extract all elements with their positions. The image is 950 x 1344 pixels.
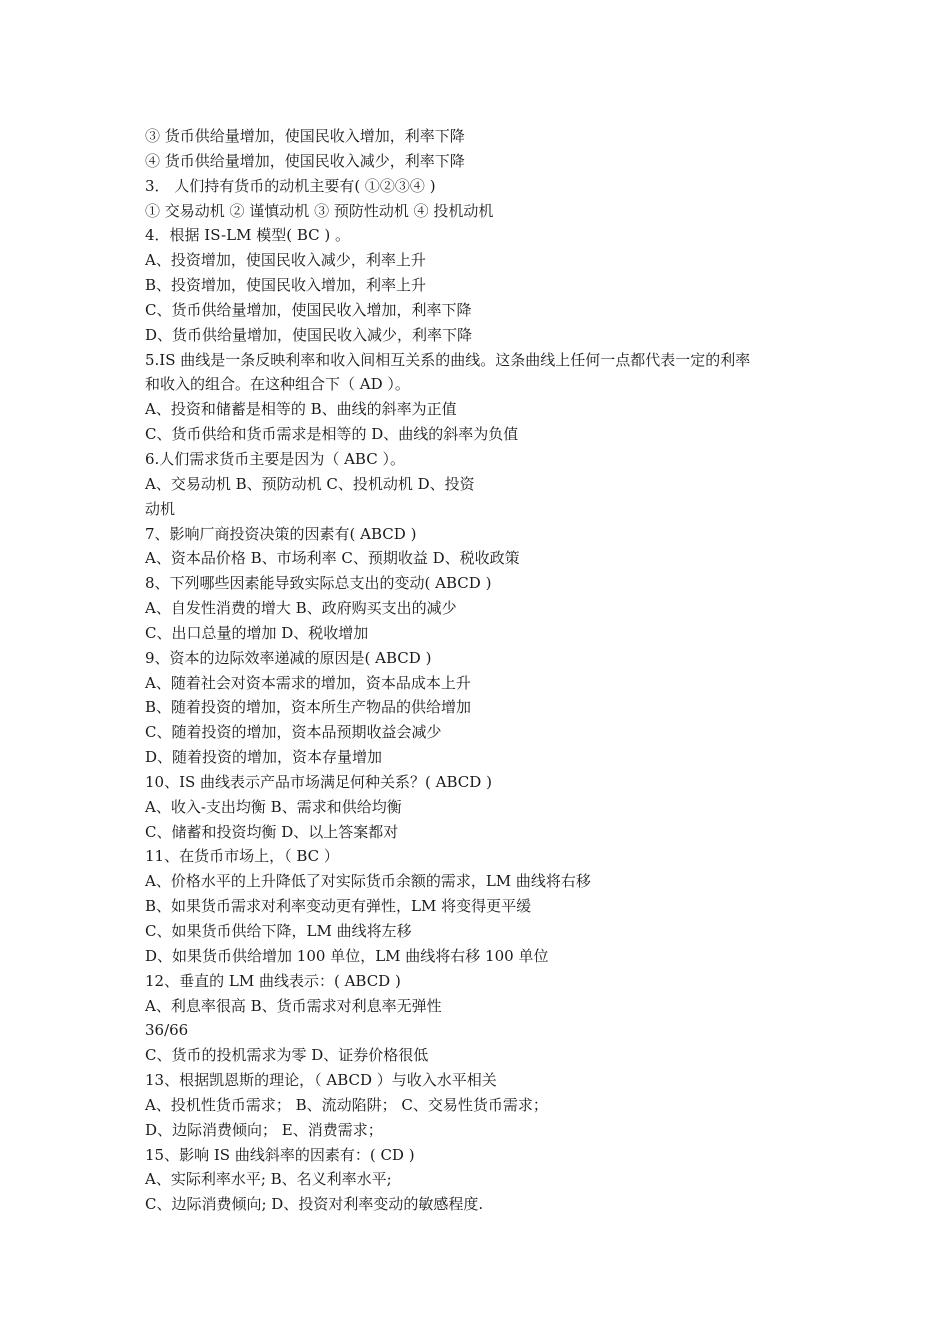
- option-line: C、货币的投机需求为零 D、证券价格很低: [145, 1046, 429, 1065]
- option-line: A、收入-支出均衡 B、需求和供给均衡: [145, 797, 402, 816]
- question-6-heading: 6.人们需求货币主要是因为（ ABC ）。: [145, 449, 405, 468]
- option-line: A、投资和储蓄是相等的 B、曲线的斜率为正值: [145, 400, 457, 419]
- option-line: C、如果货币供给下降，LM 曲线将左移: [145, 922, 412, 940]
- option-line: C、储蓄和投资均衡 D、以上答案都对: [145, 822, 399, 841]
- option-line: C、货币供给量增加，使国民收入增加，利率下降: [145, 300, 472, 319]
- question-15-heading: 15、影响 IS 曲线斜率的因素有：( CD ): [145, 1145, 415, 1164]
- question-5-heading: 5.IS 曲线是一条反映利率和收入间相互关系的曲线。这条曲线上任何一点都代表一定的利率: [145, 350, 751, 369]
- question-4-heading: 4．根据 IS-LM 模型( BC ) 。: [145, 226, 351, 245]
- question-5-heading-cont: 和收入的组合。在这种组合下（ AD ）。: [145, 375, 410, 394]
- option-line: C、货币供给和货币需求是相等的 D、曲线的斜率为负值: [145, 425, 519, 444]
- option-line: C、边际消费倾向; D、投资对利率变动的敏感程度.: [145, 1195, 484, 1214]
- option-line: D、货币供给量增加，使国民收入减少，利率下降: [145, 325, 473, 344]
- text-line: ③ 货币供给量增加，使国民收入增加，利率下降: [145, 127, 465, 145]
- option-line: B、随着投资的增加，资本所生产物品的供给增加: [145, 698, 472, 717]
- option-line: A、投机性货币需求； B、流动陷阱； C、交易性货币需求；: [145, 1095, 548, 1114]
- option-line: A、实际利率水平; B、名义利率水平;: [145, 1170, 392, 1189]
- option-line: B、投资增加，使国民收入增加，利率上升: [145, 276, 427, 295]
- question-13-heading: 13、根据凯恩斯的理论，（ ABCD ）与收入水平相关: [145, 1071, 497, 1090]
- question-9-heading: 9、资本的边际效率递减的原因是( ABCD ): [145, 648, 432, 667]
- option-line: A、自发性消费的增大 B、政府购买支出的减少: [145, 599, 457, 618]
- option-line: B、如果货币需求对利率变动更有弹性，LM 将变得更平缓: [145, 897, 532, 916]
- option-line: A、交易动机 B、预防动机 C、投机动机 D、投资: [145, 474, 475, 493]
- option-line: A、投资增加，使国民收入减少，利率上升: [145, 251, 426, 270]
- option-line-cont: 动机: [145, 499, 176, 518]
- option-line: D、边际消费倾向； E、消费需求；: [145, 1120, 383, 1139]
- document-body: [145, 124, 825, 1217]
- question-3-heading: 3． 人们持有货币的动机主要有( ①②③④ ): [145, 176, 436, 195]
- text-line: ① 交易动机 ② 谨慎动机 ③ 预防性动机 ④ 投机动机: [145, 201, 494, 220]
- option-line: A、利息率很高 B、货币需求对利息率无弹性: [145, 996, 442, 1015]
- question-8-heading: 8、下列哪些因素能导致实际总支出的变动( ABCD ): [145, 574, 492, 593]
- option-line: A、价格水平的上升降低了对实际货币余额的需求，LM 曲线将右移: [145, 872, 591, 891]
- option-line: C、随着投资的增加，资本品预期收益会减少: [145, 723, 442, 742]
- option-line: D、随着投资的增加，资本存量增加: [145, 748, 383, 767]
- question-7-heading: 7、影响厂商投资决策的因素有( ABCD ): [145, 524, 417, 543]
- option-line: A、随着社会对资本需求的增加，资本品成本上升: [145, 673, 471, 692]
- question-11-heading: 11、在货币市场上，（ BC ）: [145, 847, 339, 866]
- page-number: 36/66: [145, 1021, 189, 1040]
- option-line: A、资本品价格 B、市场利率 C、预期收益 D、税收政策: [145, 549, 520, 568]
- text-line: ④ 货币供给量增加，使国民收入减少，利率下降: [145, 151, 465, 170]
- question-10-heading: 10、IS 曲线表示产品市场满足何种关系？( ABCD ): [145, 772, 492, 791]
- question-12-heading: 12、垂直的 LM 曲线表示：( ABCD ): [145, 971, 401, 990]
- option-line: D、如果货币供给增加 100 单位，LM 曲线将右移 100 单位: [145, 946, 549, 965]
- option-line: C、出口总量的增加 D、税收增加: [145, 623, 369, 642]
